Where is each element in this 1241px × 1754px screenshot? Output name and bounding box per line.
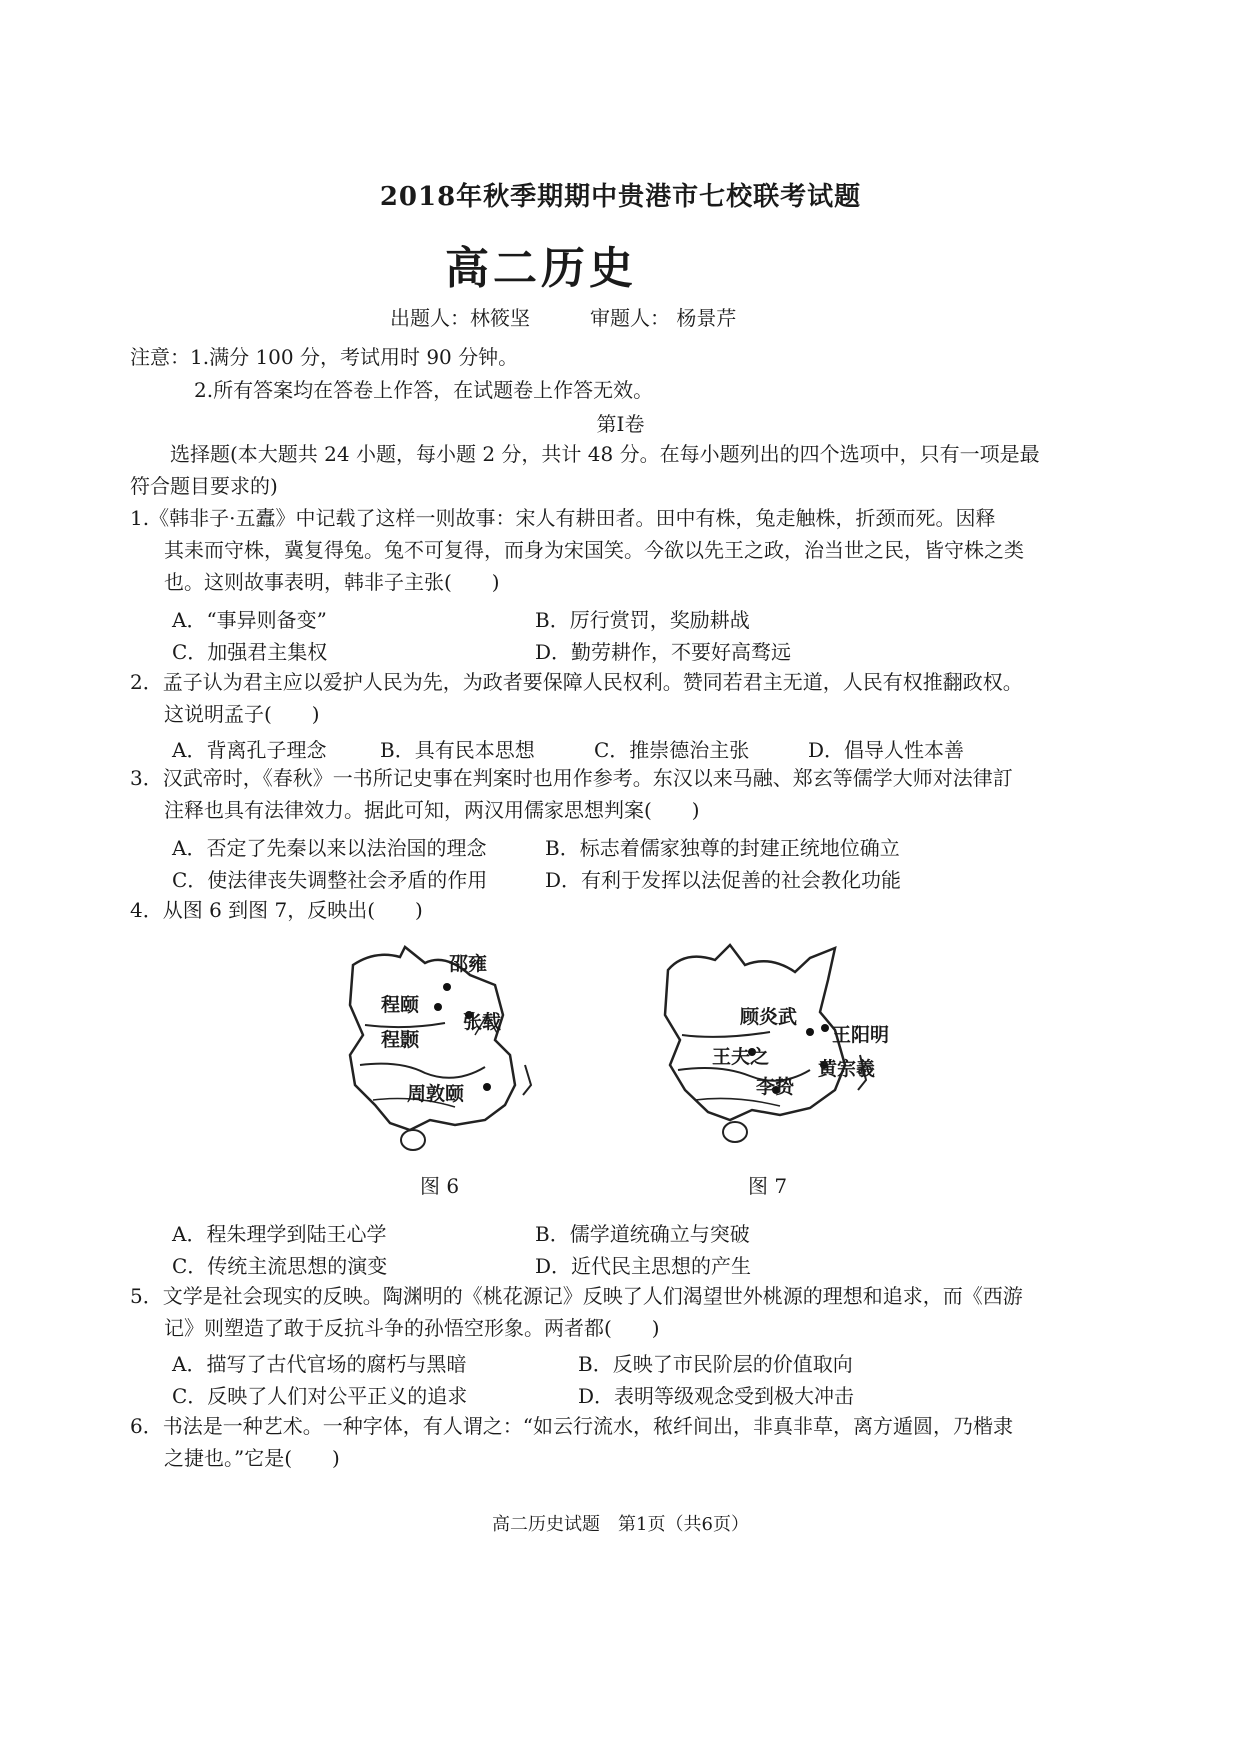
question-5-option-c[interactable]: C．反映了人们对公平正义的追求 — [172, 1384, 468, 1408]
question-4-option-b[interactable]: B．儒学道统确立与突破 — [535, 1222, 750, 1246]
question-5-line-1: 5．文学是社会现实的反映。陶渊明的《桃花源记》反映了人们渴望世外桃源的理想和追求，而《西游 — [130, 1284, 1023, 1308]
question-1-option-c[interactable]: C．加强君主集权 — [172, 640, 328, 664]
section-instruction-2: 符合题目要求的) — [130, 474, 278, 498]
exam-title: 2018年秋季期期中贵港市七校联考试题 — [379, 182, 862, 212]
question-1-line-1: 1.《韩非子·五蠹》中记载了这样一则故事：宋人有耕田者。田中有株，兔走触株，折颈而死。因释 — [130, 506, 996, 530]
question-3-line-2: 注释也具有法律效力。据此可知，两汉用儒家思想判案( ) — [164, 798, 700, 822]
question-1-option-d[interactable]: D．勤劳耕作，不要好高骛远 — [535, 640, 792, 664]
question-6-line-2: 之捷也。”它是( ) — [164, 1446, 340, 1470]
question-1-line-3: 也。这则故事表明，韩非子主张( ) — [164, 570, 500, 594]
question-3-option-c[interactable]: C．使法律丧失调整社会矛盾的作用 — [172, 868, 488, 892]
map-label-wang-yangming: 王阳明 — [832, 1024, 890, 1046]
section-title: 第Ⅰ卷 — [596, 412, 645, 436]
map-label-zhang-zai: 张载 — [463, 1011, 502, 1033]
figure-7-outline — [660, 940, 880, 1155]
question-2-line-2: 这说明孟子( ) — [164, 702, 320, 726]
question-4-line-1: 4．从图 6 到图 7，反映出( ) — [130, 898, 423, 922]
question-1-option-b[interactable]: B．厉行赏罚，奖励耕战 — [535, 608, 750, 632]
map-label-li-zhi: 李贽 — [756, 1076, 795, 1098]
question-2-line-1: 2．孟子认为君主应以爱护人民为先，为政者要保障人民权利。赞同若君主无道，人民有权推翻政权。 — [130, 670, 1023, 694]
section-instruction-1: 选择题(本大题共 24 小题，每小题 2 分，共计 48 分。在每小题列出的四个选项中，只有一项是最 — [170, 442, 1040, 466]
note-line-2: 2.所有答案均在答卷上作答，在试题卷上作答无效。 — [194, 378, 654, 402]
map-label-huang-zongxi: 黄宗羲 — [818, 1058, 876, 1080]
question-4-option-a[interactable]: A．程朱理学到陆王心学 — [172, 1222, 387, 1246]
question-3-option-a[interactable]: A．否定了先秦以来以法治国的理念 — [172, 836, 487, 860]
question-2-option-a[interactable]: A．背离孔子理念 — [172, 738, 327, 762]
question-4-option-c[interactable]: C．传统主流思想的演变 — [172, 1254, 388, 1278]
question-3-option-d[interactable]: D．有利于发挥以法促善的社会教化功能 — [545, 868, 902, 892]
map-label-cheng-yi: 程颐 — [381, 994, 420, 1016]
note-line-1: 注意：1.满分 100 分，考试用时 90 分钟。 — [130, 345, 519, 369]
map-label-cheng-hao: 程颢 — [381, 1029, 420, 1051]
figure-7-map — [660, 940, 890, 1155]
map-label-wang-fuzhi: 王夫之 — [712, 1046, 770, 1068]
reviewer-label: 审题人： 杨景芹 — [590, 306, 737, 330]
question-2-option-d[interactable]: D．倡导人性本善 — [808, 738, 965, 762]
map-label-shao-yong: 邵雍 — [449, 953, 488, 975]
question-1-line-2: 其耒而守株，冀复得兔。兔不可复得，而身为宋国笑。今欲以先王之政，治当世之民，皆守株之类 — [164, 538, 1024, 562]
authors-line — [390, 302, 736, 331]
question-5-line-2: 记》则塑造了敢于反抗斗争的孙悟空形象。两者都( ) — [164, 1316, 660, 1340]
question-6-line-1: 6．书法是一种艺术。一种字体，有人谓之：“如云行流水，秾纤间出，非真非草，离方遁圆，乃楷隶 — [130, 1414, 1013, 1438]
question-1-option-a[interactable]: A．“事异则备变” — [172, 608, 327, 632]
question-2-option-b[interactable]: B．具有民本思想 — [380, 738, 535, 762]
map-label-zhou-dunyi: 周敦颐 — [407, 1083, 465, 1105]
question-3-option-b[interactable]: B．标志着儒家独尊的封建正统地位确立 — [545, 836, 900, 860]
figure-7-caption: 图 7 — [748, 1174, 788, 1198]
question-4-option-d[interactable]: D．近代民主思想的产生 — [535, 1254, 752, 1278]
page-footer: 高二历史试题 第1页（共6页） — [492, 1514, 749, 1535]
question-5-option-d[interactable]: D．表明等级观念受到极大冲击 — [578, 1384, 855, 1408]
question-5-option-b[interactable]: B．反映了市民阶层的价值取向 — [578, 1352, 853, 1376]
question-5-option-a[interactable]: A．描写了古代官场的腐朽与黑暗 — [172, 1352, 467, 1376]
map-label-gu-yanwu: 顾炎武 — [740, 1006, 798, 1028]
figure-6-map — [345, 945, 555, 1160]
figure-6-caption: 图 6 — [420, 1174, 460, 1198]
question-3-line-1: 3．汉武帝时，《春秋》一书所记史事在判案时也用作参考。东汉以来马融、郑玄等儒学大师对法律訂 — [130, 766, 1013, 790]
figure-6-outline — [345, 945, 555, 1160]
author-label: 出题人：林筱坚 — [390, 306, 530, 330]
subject-title: 高二历史 — [445, 243, 637, 294]
question-2-option-c[interactable]: C．推崇德治主张 — [594, 738, 750, 762]
